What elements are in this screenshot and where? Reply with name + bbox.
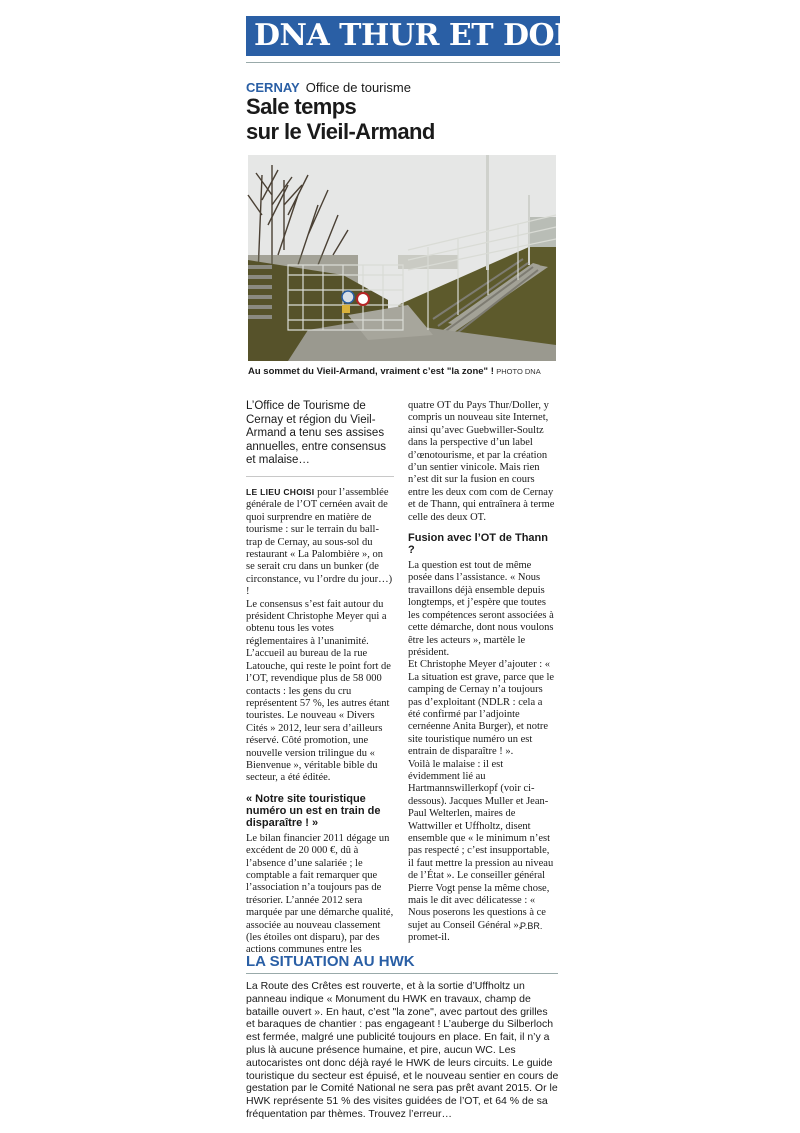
article-column-1	[246, 486, 394, 957]
kicker	[246, 80, 411, 95]
article-column-2	[408, 400, 556, 945]
headline	[246, 94, 560, 144]
kicker-place: CERNAY	[246, 80, 300, 95]
paragraph-text: pour l’assemblée générale de l’OT cernéen avait de quoi surprendre en matière de tourisme : sur le terrain du ball-trap de Cernay, au sous-sol du restaurant « La Palombière », on se serait cru dans un bunker (de circonstance, vu l’ordre du jour…) !	[246, 487, 393, 598]
paragraph: Le bilan financier 2011 dégage un excédent de 20 000 €, dû à l’absence d’une salariée ; le comptable a fait remarquer que l’association n’a toujours pas de trésorier. L’année 2012 sera marquée par une démarche qualité, associée au nouveau classement (les étoiles ont disparu), par des actions communes entre les	[246, 832, 394, 956]
paragraph: Et Christophe Meyer d’ajouter : « La situation est grave, parce que le camping de Cernay n’a toujours pas d’exploitant (NDLR : cela a été confirmé par l’adjointe cernéenne Anita Burger), et notre site touristique numéro un est entrain de disparaître ! ».	[408, 659, 555, 758]
article-photo	[248, 155, 556, 361]
subheading: Fusion avec l’OT de Thann ?	[408, 532, 548, 557]
paragraph: Voilà le malaise : il est évidemment lié au Hartmannswillerkopf (voir ci-dessous). Jacques Muller et Jean-Paul Welterlen, maires de Wattwiller et Uffholtz, disent ensemble que « le minimum n’est pas respecté ; c’est insupportable, il faut mettre la pression au niveau de l’État ». Le conseiller général Pierre Vogt pense la même chose, mais le dit avec délicatesse : « Nous poserons les questions à ce sujet au Conseil Général », promet-il.	[408, 758, 554, 944]
headline-line1: Sale temps	[246, 94, 357, 119]
caption-text: Au sommet du Vieil-Armand, vraiment c’est "la zone" !	[248, 366, 494, 377]
box-divider	[246, 973, 558, 974]
masthead-banner	[246, 16, 643, 56]
masthead-rule	[246, 62, 560, 63]
masthead-title: DNA THUR ET DOLLER	[254, 18, 643, 53]
caption-credit: PHOTO DNA	[496, 367, 541, 376]
kicker-topic: Office de tourisme	[305, 80, 411, 95]
paragraph: quatre OT du Pays Thur/Doller, y compris un nouveau site Internet, ainsi qu’avec Guebwiller-Soultz dans la perspective d’un label d’œnotourisme, et par la création d’un sentier vinicole. Mais rien n’est dit sur la fusion en cours entre les deux com com de Cernay et de Thann, qui entraînera à terme celle des deux OT.	[408, 400, 555, 523]
headline-line2: sur le Vieil-Armand	[246, 119, 435, 144]
lead-label: LE LIEU CHOISI	[246, 487, 315, 497]
paragraph: La question est tout de même posée dans l’assistance. « Nous travaillons déjà ensemble depuis longtemps, et j’espère que toutes les compétences seront associées à cette démarche, dont nous voulons être les acteurs », martèle le président.	[408, 560, 554, 658]
paragraph: Le consensus s’est fait autour du président Christophe Meyer qui a obtenu tous les votes réglementaires à l’unanimité. L’accueil au bureau de la rue Latouche, qui reste le point fort de l’OT, revendique plus de 58 000 contacts : les gens du cru représentent 57 %, les autres étant touristes. Le nouveau « Divers Cités » 2012, leur sera d’ailleurs réservé. Côté promotion, une nouvelle version trilingue du « Bienvenue », véritable bible du secteur, a été éditée.	[246, 598, 391, 784]
author-signature: P.BR.	[520, 921, 543, 931]
photo-illustration	[248, 155, 556, 361]
subheading: « Notre site touristique numéro un est en train de disparaître ! »	[246, 792, 381, 829]
article-lede: L’Office de Tourisme de Cernay et région du Vieil-Armand a tenu ses assises annuelles, entre consensus et malaise…	[246, 400, 387, 466]
photo-caption	[248, 365, 556, 378]
paragraph	[246, 486, 394, 599]
box-title: LA SITUATION AU HWK	[246, 953, 415, 970]
lede-divider	[246, 476, 394, 477]
box-text: La Route des Crêtes est rouverte, et à la sortie d’Uffholtz un panneau indique « Monument du HWK en travaux, champ de bataille ouvert ». En haut, c’est "la zone", avec partout des grilles et baraques de chantier : pas engageant ! L’auberge du Silberloch est fermée, malgré une publicité toujours en place. En fait, il n’y a plus là aucune présence humaine, et pire, aucun WC. Les autocaristes ont donc déjà rayé le HWK de leurs circuits. Le guide touristique du secteur est épuisé, et le nouveau sentier en cours de gestation par le Comité National ne sera pas prêt avant 2015. Or le HWK représente 51 % des visites guidées de l’OT, et 64 % de sa fréquentation par thèmes. Trouvez l’erreur…	[246, 980, 559, 1120]
